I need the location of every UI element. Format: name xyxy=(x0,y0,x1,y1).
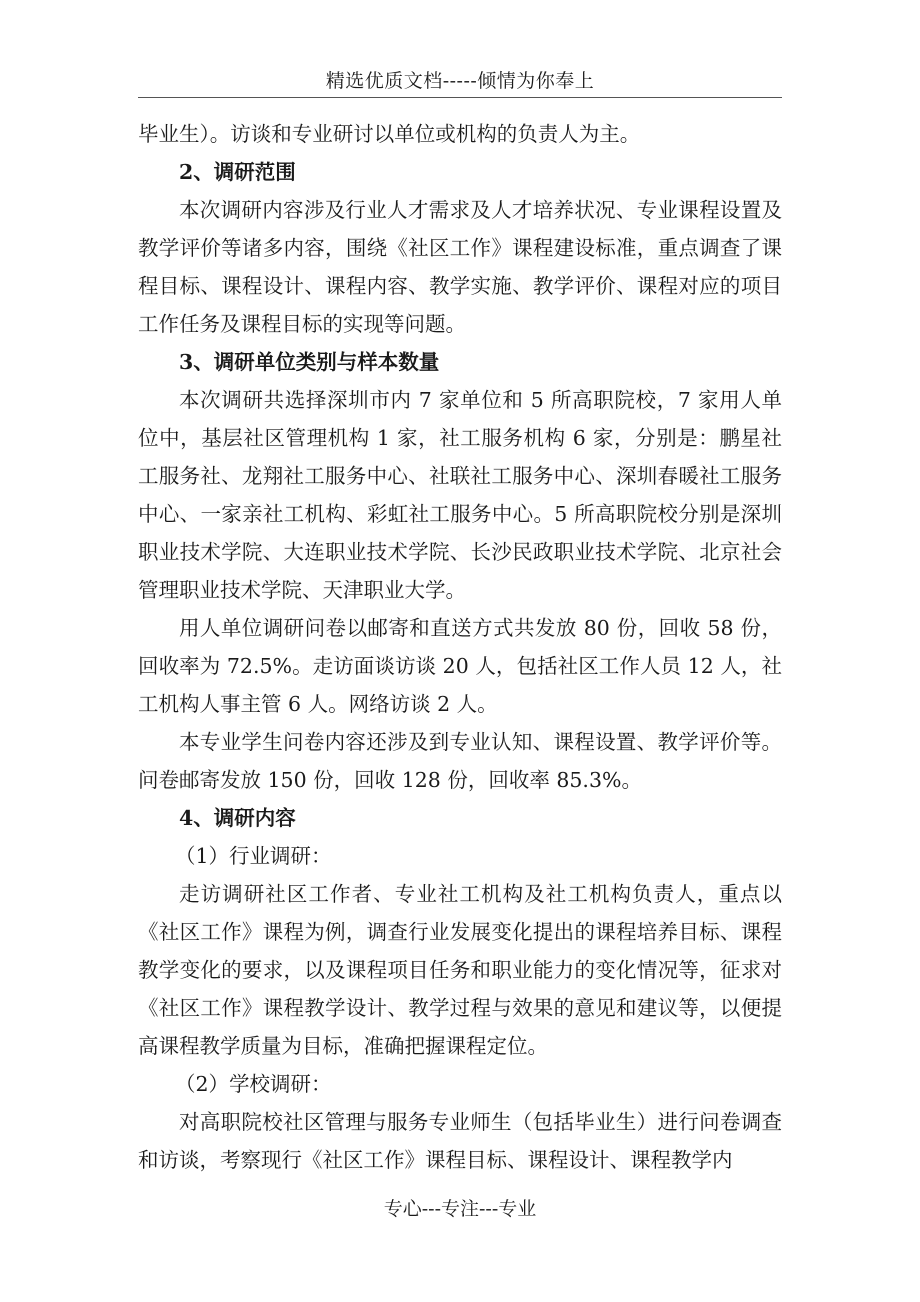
paragraph-continued: 毕业生）。访谈和专业研讨以单位或机构的负责人为主。 xyxy=(138,122,641,146)
subheading-industry: （1）行业调研： xyxy=(175,844,332,868)
page-footer: 专心---专注---专业 xyxy=(383,1198,537,1220)
paragraph-survey-students: 本专业学生问卷内容还涉及到专业认知、课程设置、教学评价等。问卷邮寄发放 150 份，回收 128 份，回收率 85.3%。 xyxy=(138,730,782,792)
paragraph-survey-employers: 用人单位调研问卷以邮寄和直送方式共发放 80 份，回收 58 份，回收率为 72.5%。走访面谈访谈 20 人，包括社区工作人员 12 人，社工机构人事主管 6 人。网络访谈 2 人。 xyxy=(138,616,782,716)
paragraph-scope: 本次调研内容涉及行业人才需求及人才培养状况、专业课程设置及教学评价等诸多内容，围绕《社区工作》课程建设标准，重点调查了课程目标、课程设计、课程内容、教学实施、教学评价、课程对应的项目工作任务及课程目标的实现等问题。 xyxy=(138,198,782,336)
section-heading-scope: 2、调研范围 xyxy=(179,160,296,184)
paragraph-school: 对高职院校社区管理与服务专业师生（包括毕业生）进行问卷调查和访谈，考察现行《社区工作》课程目标、课程设计、课程教学内 xyxy=(138,1110,782,1172)
paragraph-units: 本次调研共选择深圳市内 7 家单位和 5 所高职院校，7 家用人单位中，基层社区管理机构 1 家，社工服务机构 6 家，分别是：鹏星社工服务社、龙翔社工服务中心、社联社工服务中心、深圳春暖社工服务中心、一家亲社工机构、彩虹社工服务中心。5 所高职院校分别是深圳职业技术学院、大连职业技术学院、长沙民政职业技术学院、北京社会管理职业技术学院、天津职业大学。 xyxy=(138,388,782,602)
section-heading-units: 3、调研单位类别与样本数量 xyxy=(179,350,440,374)
document-body xyxy=(138,115,782,1179)
page-header: 精选优质文档-----倾情为你奉上 xyxy=(325,70,595,92)
header-rule xyxy=(138,97,782,98)
paragraph-industry: 走访调研社区工作者、专业社工机构及社工机构负责人，重点以《社区工作》课程为例，调查行业发展变化提出的课程培养目标、课程教学变化的要求，以及课程项目任务和职业能力的变化情况等，征求对《社区工作》课程教学设计、教学过程与效果的意见和建议等，以便提高课程教学质量为目标，准确把握课程定位。 xyxy=(138,882,782,1058)
subheading-school: （2）学校调研： xyxy=(175,1072,332,1096)
section-heading-content: 4、调研内容 xyxy=(179,806,296,830)
